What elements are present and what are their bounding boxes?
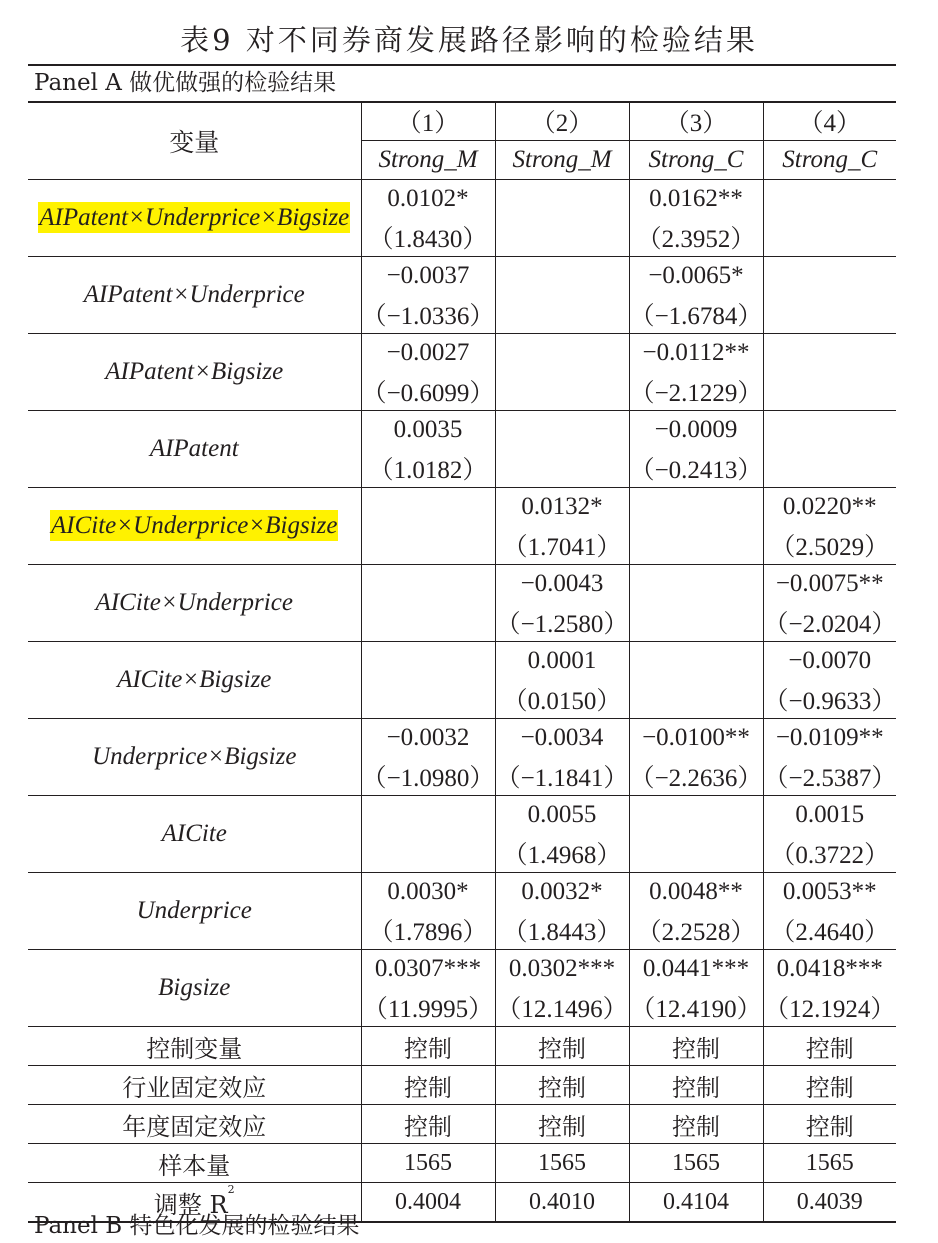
t-stat-cell: （1.4968） [495,834,629,873]
t-stat-cell: （−2.1229） [629,372,763,411]
sample-size-row-value: 1565 [495,1144,629,1183]
t-stat-cell: （1.7896） [361,911,495,950]
control-row-value: 控制 [361,1066,495,1105]
coefficient-cell: 0.0001 [495,642,629,681]
control-row [28,1105,896,1144]
control-row-value: 控制 [629,1105,763,1144]
sample-size-row [28,1144,896,1183]
coefficient-cell: −0.0109** [775,724,884,751]
coefficient-cell [495,180,629,219]
coefficient-cell: 0.0307*** [361,950,495,989]
t-stat-cell [361,526,495,565]
variable-name-cell [28,565,361,642]
variable-name: AIPatent [149,435,239,462]
coefficient-cell: 0.0220** [782,493,877,520]
sample-size-row-label-text: 样本量 [158,1151,231,1180]
variable-name: AICite×Underprice×Bigsize [51,512,338,539]
variable-name: Underprice [136,897,252,924]
variable-name-cell [28,642,361,719]
dep-var-1: Strong_M [361,141,495,180]
results-table [28,102,896,1223]
adj-r2-row-value: 0.4010 [495,1183,629,1223]
coefficient-cell [361,488,495,527]
control-row-value: 控制 [361,1027,495,1066]
variable-name: AICite×Underprice [95,589,293,616]
coefficient-cell: 0.0162** [629,180,763,219]
table-row [28,334,896,373]
variable-name: Underprice×Bigsize [92,743,297,770]
table-title: 表9 对不同券商发展路径影响的检验结果 [180,23,758,57]
coefficient-cell [629,642,763,681]
dep-var-2: Strong_M [495,141,629,180]
coefficient-cell: −0.0032 [361,719,495,758]
t-stat-cell: （−0.6099） [361,372,495,411]
coefficient-cell: 0.0035 [361,411,495,450]
variable-name: Bigsize [158,974,231,1001]
adj-r2-row-label-text: 调整 R [153,1190,228,1219]
coefficient-cell: −0.0100** [629,719,763,758]
coefficient-cell: −0.0065* [629,257,763,296]
col-header-1: （1） [361,102,495,141]
t-stat-cell: （1.7041） [495,526,629,565]
col-header-2: （2） [495,102,629,141]
table-row [28,180,896,219]
variable-name: AIPatent×Bigsize [105,358,284,385]
control-row-label [28,1066,361,1105]
t-stat-cell: （−2.0204） [763,603,896,642]
variable-name-cell [28,257,361,334]
t-stat-cell: （−1.2580） [495,603,629,642]
t-stat-cell: （2.2528） [629,911,763,950]
t-stat-cell [495,372,629,411]
coefficient-cell [629,565,763,604]
control-row-value: 控制 [763,1027,896,1066]
control-row [28,1027,896,1066]
t-stat-cell: （2.4640） [763,911,896,950]
coefficient-cell [629,796,763,835]
variable-name-cell [28,411,361,488]
control-row-label-text: 控制变量 [146,1034,243,1063]
control-row [28,1066,896,1105]
control-row-label [28,1105,361,1144]
t-stat-cell: （−1.0336） [361,295,495,334]
t-stat-cell [629,680,763,719]
t-stat-cell: （1.8430） [361,218,495,257]
t-stat-cell [495,295,629,334]
t-stat-cell [495,449,629,488]
table-row [28,565,896,604]
table-row [28,873,896,912]
table-row [28,411,896,450]
col-header-3: （3） [629,102,763,141]
t-stat-cell [763,449,896,488]
coefficient-cell: −0.0034 [495,719,629,758]
table-row [28,642,896,681]
coefficient-cell: 0.0102* [361,180,495,219]
t-stat-cell: （0.0150） [495,680,629,719]
coefficient-cell: 0.0418*** [776,955,883,982]
t-stat-cell: （0.3722） [763,834,896,873]
t-stat-cell: （−1.0980） [361,757,495,796]
coefficient-cell [361,565,495,604]
control-row-value: 控制 [495,1027,629,1066]
sample-size-row-value: 1565 [629,1144,763,1183]
coefficient-cell: −0.0043 [495,565,629,604]
t-stat-cell: （12.1496） [495,988,629,1027]
variable-name-cell [28,488,361,565]
table-row [28,719,896,758]
control-row-value: 控制 [495,1066,629,1105]
adj-r2-row-value: 0.4039 [763,1183,896,1223]
variable-name: AICite×Bigsize [117,666,272,693]
t-stat-cell: （−0.9633） [763,680,896,719]
coefficient-cell [763,257,896,296]
header-row-columns [28,102,896,141]
variable-name-cell [28,180,361,257]
coefficient-cell: 0.0055 [495,796,629,835]
t-stat-cell: （−2.2636） [629,757,763,796]
coefficient-cell: 0.0132* [495,488,629,527]
t-stat-cell: （11.9995） [361,988,495,1027]
t-stat-cell [361,603,495,642]
panel-a-label: Panel A 做优做强的检验结果 [34,70,337,96]
variable-name-cell [28,950,361,1027]
coefficient-cell: 0.0053** [782,878,877,905]
t-stat-cell: （−0.2413） [629,449,763,488]
dep-var-4: Strong_C [763,141,896,180]
sample-size-row-value: 1565 [763,1144,896,1183]
coefficient-cell [495,257,629,296]
coefficient-cell: 0.0302*** [495,950,629,989]
t-stat-cell [763,218,896,257]
t-stat-cell [763,295,896,334]
coefficient-cell [763,411,896,450]
t-stat-cell [361,834,495,873]
table-row [28,950,896,989]
control-row-label-text: 年度固定效应 [122,1112,267,1141]
control-row-value: 控制 [629,1027,763,1066]
variable-name-cell [28,796,361,873]
variable-name-cell [28,873,361,950]
control-row-value: 控制 [763,1066,896,1105]
sample-size-row-value: 1565 [361,1144,495,1183]
t-stat-cell: （1.0182） [361,449,495,488]
coefficient-cell: 0.0032* [495,873,629,912]
adj-r2-row-value: 0.4104 [629,1183,763,1223]
variable-name: AIPatent×Underprice×Bigsize [39,204,350,231]
coefficient-cell [361,796,495,835]
coefficient-cell: −0.0037 [361,257,495,296]
dep-var-3: Strong_C [629,141,763,180]
t-stat-cell: （12.1924） [763,988,896,1027]
control-row-label-text: 行业固定效应 [122,1073,267,1102]
t-stat-cell: （−1.6784） [629,295,763,334]
coefficient-cell: −0.0112** [629,334,763,373]
coefficient-cell [495,411,629,450]
variable-name: AICite [161,820,227,847]
superscript: 2 [227,1182,235,1196]
t-stat-cell [763,372,896,411]
t-stat-cell: （2.5029） [763,526,896,565]
coefficient-cell: 0.0030* [361,873,495,912]
coefficient-cell [495,334,629,373]
coefficient-cell: −0.0070 [788,647,872,674]
coefficient-cell [629,488,763,527]
coefficient-cell [361,642,495,681]
coefficient-cell: 0.0441*** [629,950,763,989]
t-stat-cell [629,834,763,873]
variable-name-cell [28,719,361,796]
t-stat-cell [629,526,763,565]
t-stat-cell: （−2.5387） [763,757,896,796]
coefficient-cell: −0.0027 [361,334,495,373]
t-stat-cell: （2.3952） [629,218,763,257]
t-stat-cell [495,218,629,257]
control-row-value: 控制 [361,1105,495,1144]
coefficient-cell [763,180,896,219]
t-stat-cell: （1.8443） [495,911,629,950]
adj-r2-row-value: 0.4004 [361,1183,495,1223]
t-stat-cell: （−1.1841） [495,757,629,796]
t-stat-cell [629,603,763,642]
control-row-label [28,1027,361,1066]
panel-b-label: Panel B 特色化发展的检验结果 [34,1213,360,1239]
table-row [28,796,896,835]
coefficient-cell: −0.0075** [775,570,884,597]
variable-header: 变量 [28,102,361,180]
control-row-value: 控制 [495,1105,629,1144]
t-stat-cell [361,680,495,719]
sample-size-row-label [28,1144,361,1183]
coefficient-cell: 0.0015 [795,801,865,828]
table-row [28,488,896,527]
variable-name-cell [28,334,361,411]
coefficient-cell [763,334,896,373]
table-row [28,257,896,296]
control-row-value: 控制 [763,1105,896,1144]
control-row-value: 控制 [629,1066,763,1105]
coefficient-cell: −0.0009 [629,411,763,450]
col-header-4: （4） [763,102,896,141]
coefficient-cell: 0.0048** [629,873,763,912]
t-stat-cell: （12.4190） [629,988,763,1027]
variable-name: AIPatent×Underprice [83,281,305,308]
